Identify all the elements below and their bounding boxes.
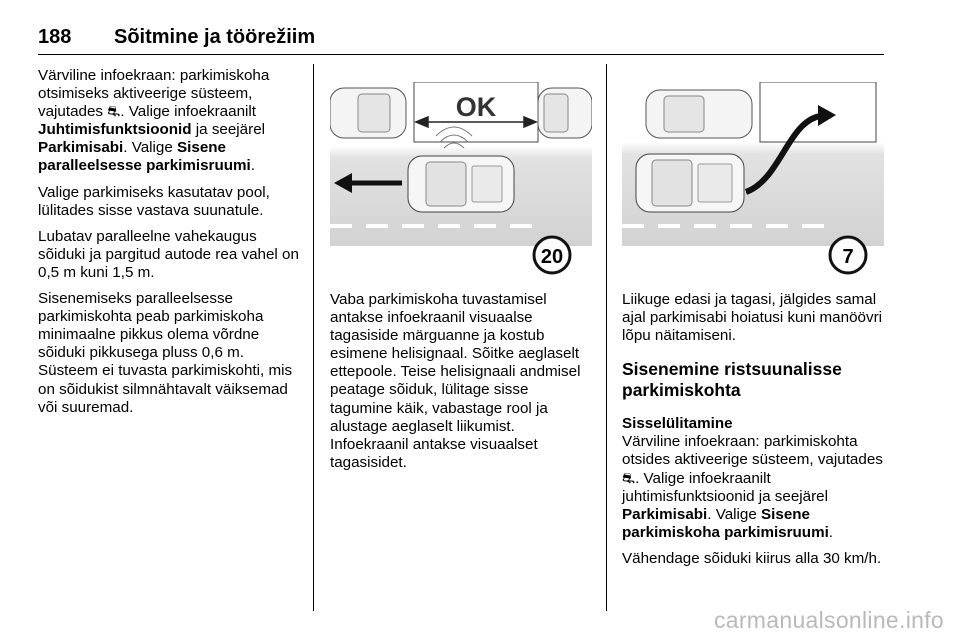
paragraph: Liikuge edasi ja tagasi, jälgides samal ajal parkimisabi hoiatusi kuni manöövri lõpu näitamiseni.: [622, 291, 882, 345]
column-divider: [313, 64, 314, 611]
paragraph: Sisenemiseks paralleelsesse parkimiskohta peab parkimiskoha minimaalne pikkus olema võrdne sõiduki pikkusega pluss 0,6 m. Süsteem ei tuvasta parkimiskohti, mis on sõidukist silmnähtavalt väiksemad või suuremad.: [38, 290, 293, 416]
parked-car-right: [538, 88, 592, 138]
page-header: [38, 26, 884, 55]
bold-term: Parkimisabi: [622, 505, 708, 523]
bold-term: Parkimisabi: [38, 139, 124, 157]
paragraph: [622, 433, 890, 542]
column-right: [622, 291, 890, 576]
text: . Valige infoekraanilt: [120, 103, 256, 121]
paragraph: [38, 67, 306, 176]
own-car: [636, 154, 744, 212]
text: Värviline infoekraan: parkimiskohta otsides aktiveerige süsteem, vajutades: [622, 433, 883, 469]
column-divider: [606, 64, 607, 611]
text: .: [828, 523, 834, 541]
paragraph: Vähendage sõiduki kiirus alla 30 km/h.: [622, 549, 882, 567]
bold-term: Sisene parkimiskoha parkimisruumi: [622, 505, 829, 541]
subsection-heading: Sisselülitamine: [622, 415, 733, 433]
text: . Valige: [707, 505, 762, 523]
text: ja seejärel: [191, 121, 266, 139]
parallel-parking-illustration: [330, 82, 592, 278]
text: Värviline infoekraan: parkimiskoha otsimiseks aktiveerige süsteem, vajutades: [38, 67, 270, 121]
parked-car-left: [330, 88, 406, 138]
column-left: [38, 67, 306, 425]
paragraph: Vaba parkimiskoha tuvastamisel antakse infoekraanil visuaalse tagasiside märguanne ja kostub esimene helisignaal. Sõitke aeglaselt ettepoole. Teise helisignaali andmisel peatage sõiduk, lülitage sisse tagumine käik, vabastage rool ja alustage aeglaselt liikumist. Infoekraanil antakse visuaalset tagasisidet.: [330, 291, 581, 471]
text: . Valige infoekraanilt juhtimisfunktsioonid ja seejärel: [622, 469, 828, 505]
bold-term: Sisene paralleelsesse parkimisruumi: [38, 139, 251, 175]
figure-number: 20: [540, 246, 564, 268]
column-middle: [330, 291, 594, 480]
figure-number: 7: [842, 246, 854, 268]
figure-number-badge: [830, 237, 866, 273]
parked-car: [646, 90, 752, 138]
text: . Valige: [123, 139, 178, 157]
parking-assist-icon: ⛐: [622, 469, 636, 487]
own-car: [408, 156, 514, 212]
text: .: [250, 157, 255, 175]
paragraph: Lubatav paralleelne vahekaugus sõiduki ja pargitud autode rea vahel on 0,5 m kuni 1,5 m.: [38, 227, 299, 281]
page-number: 188: [38, 26, 72, 48]
parking-assist-icon: ⛐: [107, 103, 121, 121]
page-title: Sõitmine ja töörežiim: [114, 26, 316, 48]
paragraph: Valige parkimiseks kasutatav pool, lülitades sisse vastava suunatule.: [38, 183, 270, 219]
ok-label: OK: [455, 92, 497, 122]
section-heading: Sisenemine ristsuunalisse parkimiskohta: [622, 359, 842, 401]
watermark: carmanualsonline.info: [713, 607, 944, 633]
perpendicular-parking-illustration: [622, 82, 884, 278]
bold-term: Juhtimisfunktsioonid: [38, 121, 192, 139]
figure-number-badge: [534, 237, 570, 273]
